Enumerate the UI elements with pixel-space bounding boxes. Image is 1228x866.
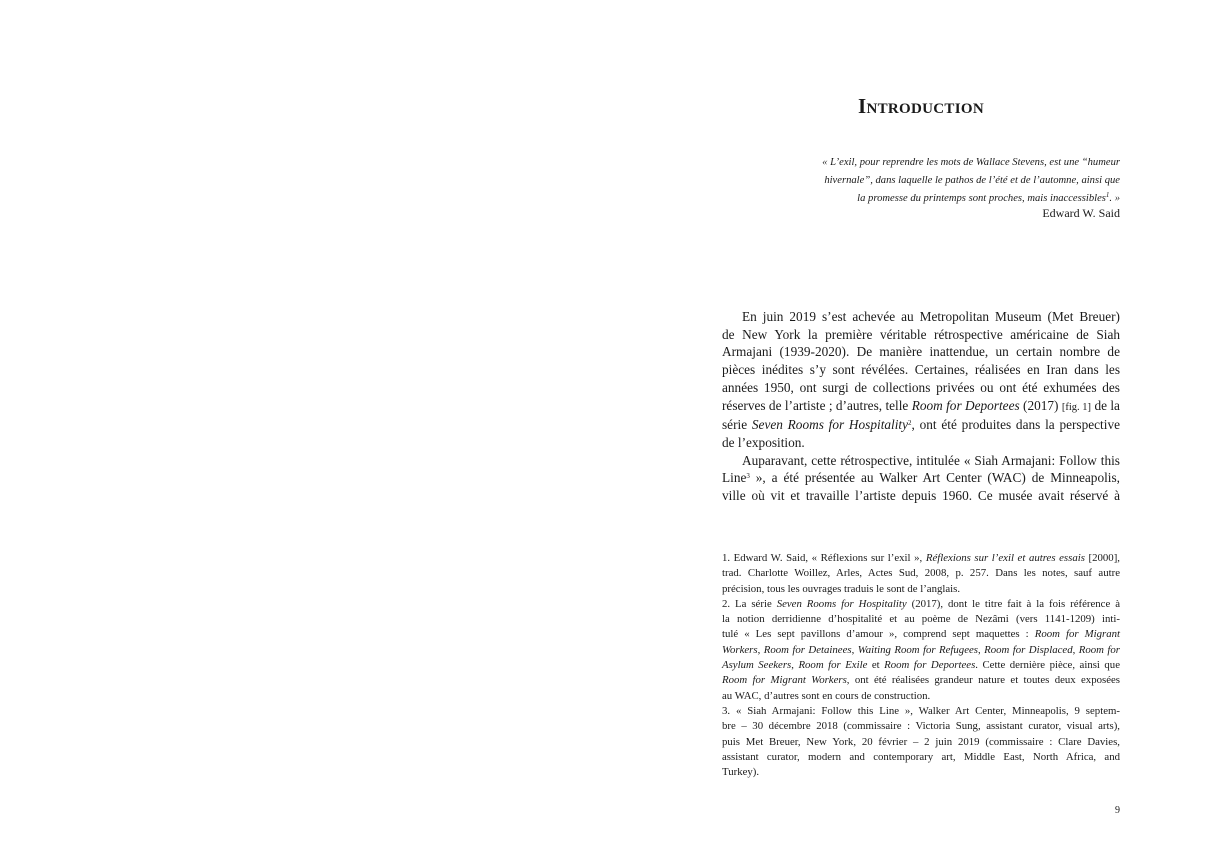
footnotes [722,551,1120,780]
footnote-line: précision, tous les ouvrages traduis le sont de l’anglais. [722,582,961,595]
text-span: réserves de l’artiste ; d’autres, telle [722,397,909,413]
artwork-title: Room for Exile [798,659,868,672]
footnote-line: trad. Charlotte Woillez, Arles, Actes Sud, 2008, p. 257. Dans les notes, sauf autre [722,567,1120,580]
artwork-title: Room for [1078,643,1120,656]
footnote-line: Workers, Room for Detainees, Waiting Room for Refugees, Room for Displaced, Room for [722,643,1120,656]
footnote-line: au WAC, d’autres sont en cours de construction. [722,689,931,702]
text-line: ville où vit et travaille l’artiste depuis 1960. Ce musée avait réservé à [722,488,1120,504]
text-span: et [871,659,880,672]
artwork-title: Room for Displaced [984,643,1073,656]
text-span: (2017) [1023,397,1059,413]
footnote-line: assistant curator, modern and contemporary art, Middle East, North Africa, and [722,750,1120,763]
artwork-title: Waiting Room for Refugees [857,643,978,656]
artwork-title: Room for Deportees [884,659,976,672]
text-span: de la [1094,397,1120,413]
footnote-line: Asylum Seekers, Room for Exile et Room for Deportees. Cette dernière pièce, ainsi que [722,659,1120,672]
book-title: Réflexions sur l’exil et autres essais [925,552,1085,564]
text-line [722,397,1120,417]
footnote-line: puis Met Breuer, New York, 20 février – 2 juin 2019 (commissaire : Clare Davies, [722,735,1120,748]
text-line: années 1950, ont surgi de collections privées ou ont été exhumées des [722,379,1120,395]
footnote-line [722,597,1120,612]
artwork-title: Room for Migrant Workers [722,674,847,687]
epigraph-closing: . » [1109,193,1120,204]
footnote-line [722,673,1120,688]
text-span: 1. Edward W. Said, « Réflexions sur l’exil », [722,552,923,564]
footnote-line: 3. « Siah Armajani: Follow this Line », Walker Art Center, Minneapolis, 9 septem- [722,704,1120,717]
text-span: 2. La série [722,597,772,610]
footnote-line: Turkey). [722,766,760,779]
text-line: pièces inédites s’y sont révélées. Certaines, réalisées en Iran dans les [722,362,1120,378]
text-line [722,469,1120,487]
footnote-line: la notion derridienne d’hospitalité et au poème de Nezâmi (vers 1141-1209) inti- [722,613,1120,626]
text-span: Line [722,470,747,486]
chapter-title: Introduction [858,94,984,118]
text-line: de l’exposition. [722,434,805,450]
footnote-line [722,551,1120,566]
book-page [722,0,1120,866]
footnote-ref[interactable]: 3 [746,472,750,481]
text-line: Armajani (1939-2020). De manière inattendue, un certain nombre de [722,344,1120,360]
artwork-title: Room for Detainees [763,643,852,656]
figure-ref[interactable]: [fig. 1] [1061,401,1092,413]
artwork-title: Room for Deportees [911,397,1020,413]
footnote-line: bre – 30 décembre 2018 (commissaire : Victoria Sung, assistant curator, visual arts), [722,720,1120,733]
footnote-ref[interactable]: 2 [908,419,912,428]
main-text [722,308,1120,505]
artwork-title: Room for Migrant [1034,628,1121,641]
text-span: tulé « Les sept pavillons d’amour », comprend sept maquettes : [722,628,1029,641]
epigraph-line: hivernale”, dans laquelle le pathos de l’été et de l’automne, ainsi que [824,175,1120,186]
text-span: , ont été réalisées grandeur nature et toutes deux exposées [846,674,1120,687]
artwork-title: Asylum Seekers [722,659,792,672]
epigraph [790,154,1120,208]
text-line: Auparavant, cette rétrospective, intitulée « Siah Armajani: Follow this [742,452,1120,468]
text-span: [2000], [1088,552,1120,564]
footnote-ref[interactable]: 1 [1105,191,1110,199]
epigraph-line-text: la promesse du printemps sont proches, mais inaccessibles [857,193,1106,204]
text-line: de New York la première véritable rétrospective américaine de Siah [722,326,1120,342]
text-span: , ont été produites dans la perspective [911,417,1120,433]
text-span: série [722,417,748,433]
text-span: . Cette dernière pièce, ainsi que [975,659,1120,672]
text-line: En juin 2019 s’est achevée au Metropolitan Museum (Met Breuer) [742,309,1120,324]
footnote-line [722,627,1120,642]
page-number: 9 [1115,805,1120,816]
series-title: Seven Rooms for Hospitality [751,417,909,433]
text-line [722,416,1120,434]
artwork-title: Workers [722,643,758,656]
series-title: Seven Rooms for Hospitality [776,597,907,610]
text-span: (2017), dont le titre fait à la fois référence à [911,597,1120,610]
text-span: », a été présentée au Walker Art Center (WAC) de Minneapolis, [749,470,1120,486]
epigraph-author: Edward W. Said [1042,206,1120,220]
epigraph-line: « L’exil, pour reprendre les mots de Wallace Stevens, est une “humeur [822,157,1120,168]
